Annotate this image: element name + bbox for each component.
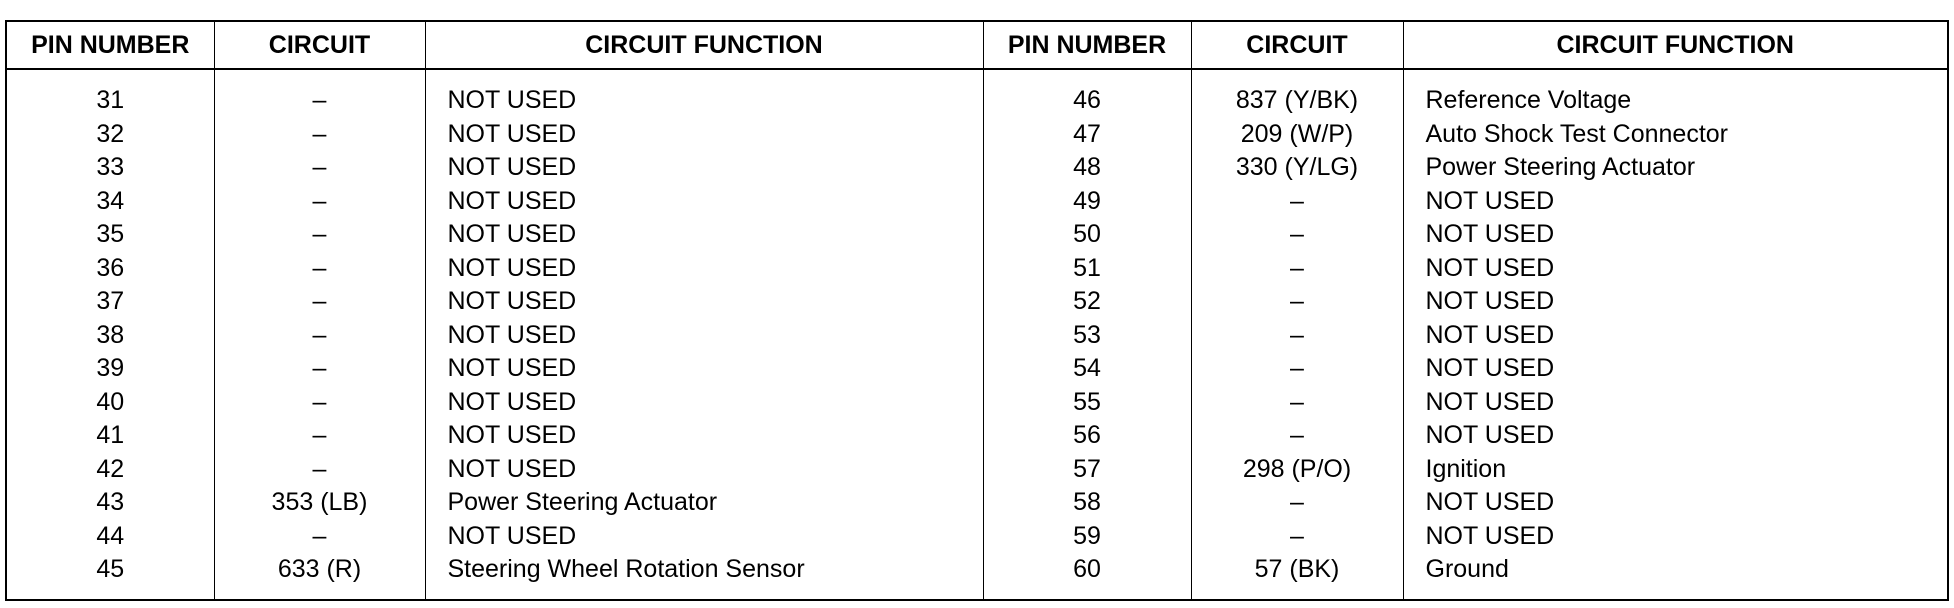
circuit-cell: –	[214, 185, 425, 219]
circuit-function-cell: NOT USED	[1403, 285, 1948, 319]
circuit-cell: –	[214, 453, 425, 487]
header-pin-number-left: PIN NUMBER	[6, 21, 214, 69]
circuit-function-cell: NOT USED	[425, 285, 983, 319]
table-row	[6, 151, 1948, 185]
header-circuit-function-left: CIRCUIT FUNCTION	[425, 21, 983, 69]
header-pin-number-right: PIN NUMBER	[983, 21, 1191, 69]
circuit-function-cell: NOT USED	[1403, 218, 1948, 252]
circuit-function-cell: NOT USED	[425, 319, 983, 353]
circuit-function-cell: NOT USED	[425, 352, 983, 386]
pin-number-cell: 32	[96, 119, 125, 148]
circuit-cell: –	[1191, 285, 1403, 319]
header-circuit-left: CIRCUIT	[214, 21, 425, 69]
table-row	[6, 486, 1948, 520]
circuit-function-cell: NOT USED	[1403, 419, 1948, 453]
circuit-function-cell: NOT USED	[1403, 352, 1948, 386]
circuit-function-cell: Steering Wheel Rotation Sensor	[425, 553, 983, 600]
header-circuit-right: CIRCUIT	[1191, 21, 1403, 69]
pin-circuit-table	[5, 20, 1949, 601]
pin-number-cell: 52	[983, 285, 1191, 319]
pin-number-cell: 36	[96, 253, 125, 282]
circuit-function-cell: Power Steering Actuator	[1403, 151, 1948, 185]
circuit-cell: –	[1191, 252, 1403, 286]
circuit-function-cell: NOT USED	[1403, 185, 1948, 219]
circuit-cell: –	[214, 285, 425, 319]
header-circuit-function-right: CIRCUIT FUNCTION	[1403, 21, 1948, 69]
circuit-cell: –	[214, 419, 425, 453]
pin-number-cell: 47	[983, 118, 1191, 152]
circuit-function-cell: NOT USED	[425, 218, 983, 252]
circuit-function-cell: Auto Shock Test Connector	[1403, 118, 1948, 152]
table-row	[6, 285, 1948, 319]
pin-number-cell: 55	[983, 386, 1191, 420]
pin-number-cell: 59	[983, 520, 1191, 554]
table-row	[6, 69, 1948, 118]
table-row	[6, 218, 1948, 252]
circuit-cell: 353 (LB)	[214, 486, 425, 520]
table-row	[6, 386, 1948, 420]
pin-number-cell: 44	[96, 521, 125, 550]
pin-number-cell: 42	[96, 454, 125, 483]
pin-number-cell: 45	[96, 555, 125, 584]
circuit-cell: 298 (P/O)	[1191, 453, 1403, 487]
pin-number-cell: 56	[983, 419, 1191, 453]
circuit-function-cell: NOT USED	[1403, 319, 1948, 353]
circuit-function-cell: Ground	[1403, 553, 1948, 600]
header-row	[6, 21, 1948, 69]
pin-number-cell: 50	[983, 218, 1191, 252]
circuit-cell: –	[214, 151, 425, 185]
pin-number-cell: 54	[983, 352, 1191, 386]
table-row	[6, 419, 1948, 453]
circuit-function-cell: NOT USED	[425, 118, 983, 152]
circuit-cell: –	[214, 69, 425, 118]
circuit-cell: –	[214, 252, 425, 286]
circuit-function-cell: NOT USED	[425, 252, 983, 286]
circuit-cell: –	[1191, 218, 1403, 252]
circuit-function-cell: Reference Voltage	[1403, 69, 1948, 118]
circuit-cell: –	[214, 386, 425, 420]
circuit-cell: 633 (R)	[214, 553, 425, 600]
circuit-cell: –	[1191, 520, 1403, 554]
circuit-cell: 57 (BK)	[1191, 553, 1403, 600]
pin-number-cell: 43	[96, 488, 125, 517]
circuit-cell: –	[214, 118, 425, 152]
table-row	[6, 319, 1948, 353]
circuit-cell: 837 (Y/BK)	[1191, 69, 1403, 118]
table-row	[6, 118, 1948, 152]
circuit-cell: –	[214, 520, 425, 554]
pin-number-cell: 53	[983, 319, 1191, 353]
table-row	[6, 252, 1948, 286]
pin-number-cell: 31	[96, 86, 125, 115]
pin-number-cell: 49	[983, 185, 1191, 219]
table-row	[6, 520, 1948, 554]
pin-number-cell: 38	[96, 320, 125, 349]
circuit-function-cell: NOT USED	[425, 453, 983, 487]
circuit-function-cell: NOT USED	[1403, 520, 1948, 554]
circuit-function-cell: NOT USED	[1403, 252, 1948, 286]
circuit-function-cell: NOT USED	[425, 419, 983, 453]
pin-number-cell: 40	[96, 387, 125, 416]
circuit-cell: –	[214, 352, 425, 386]
pin-number-cell: 33	[96, 153, 125, 182]
pin-number-cell: 46	[983, 69, 1191, 118]
circuit-function-cell: Power Steering Actuator	[425, 486, 983, 520]
circuit-function-cell: NOT USED	[425, 185, 983, 219]
table-row	[6, 453, 1948, 487]
pin-number-cell: 34	[96, 186, 125, 215]
table-row	[6, 553, 1948, 600]
pin-number-cell: 48	[983, 151, 1191, 185]
circuit-cell: –	[214, 319, 425, 353]
circuit-cell: –	[1191, 185, 1403, 219]
circuit-function-cell: NOT USED	[425, 520, 983, 554]
circuit-cell: 330 (Y/LG)	[1191, 151, 1403, 185]
table-row	[6, 352, 1948, 386]
table-body	[6, 69, 1948, 600]
circuit-cell: –	[1191, 352, 1403, 386]
pin-number-cell: 39	[96, 354, 125, 383]
circuit-cell: –	[1191, 419, 1403, 453]
circuit-cell: –	[1191, 386, 1403, 420]
pin-number-cell: 60	[983, 553, 1191, 600]
circuit-function-cell: Ignition	[1403, 453, 1948, 487]
circuit-cell: –	[1191, 486, 1403, 520]
circuit-function-cell: NOT USED	[425, 386, 983, 420]
circuit-cell: –	[214, 218, 425, 252]
circuit-cell: –	[1191, 319, 1403, 353]
pin-number-cell: 41	[96, 421, 125, 450]
circuit-cell: 209 (W/P)	[1191, 118, 1403, 152]
circuit-function-cell: NOT USED	[1403, 486, 1948, 520]
circuit-function-cell: NOT USED	[425, 69, 983, 118]
pin-number-cell: 51	[983, 252, 1191, 286]
circuit-function-cell: NOT USED	[425, 151, 983, 185]
pin-number-cell: 57	[983, 453, 1191, 487]
pin-number-cell: 37	[96, 287, 125, 316]
pin-number-cell: 58	[983, 486, 1191, 520]
pin-number-cell: 35	[96, 220, 125, 249]
circuit-function-cell: NOT USED	[1403, 386, 1948, 420]
table-row	[6, 185, 1948, 219]
